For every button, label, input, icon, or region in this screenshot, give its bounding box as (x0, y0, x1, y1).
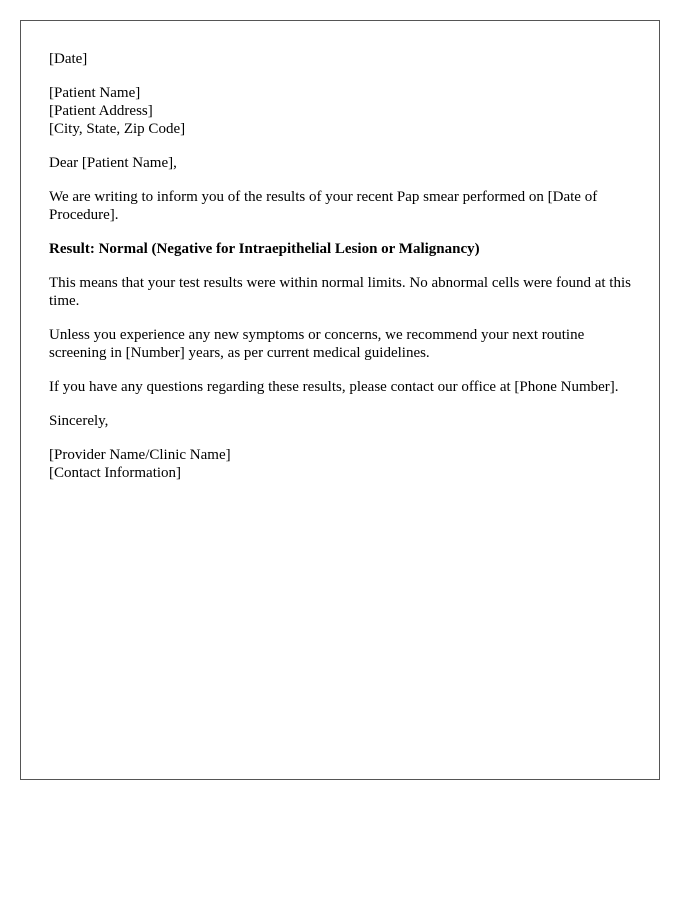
recipient-city-state-zip: [City, State, Zip Code] (49, 121, 186, 137)
letter-page (20, 20, 660, 780)
signature-block (49, 446, 631, 482)
meaning-paragraph: This means that your test results were within normal limits. No abnormal cells were found at this time. (49, 275, 631, 309)
contact-paragraph: If you have any questions regarding these results, please contact our office at [Phone Number]. (49, 379, 619, 395)
result-heading: Result: Normal (Negative for Intraepithelial Lesion or Malignancy) (49, 241, 480, 257)
recommendation-paragraph: Unless you experience any new symptoms or concerns, we recommend your next routine screening in [Number] years, as per current medical guidelines. (49, 327, 585, 361)
recipient-address-block (49, 84, 631, 138)
signature-provider: [Provider Name/Clinic Name] (49, 447, 231, 463)
letter-date: [Date] (49, 51, 88, 67)
salutation: Dear [Patient Name], (49, 155, 177, 171)
recipient-address: [Patient Address] (49, 103, 153, 119)
recipient-name: [Patient Name] (49, 85, 141, 101)
intro-paragraph: We are writing to inform you of the results of your recent Pap smear performed on [Date of Procedure]. (49, 189, 598, 223)
closing: Sincerely, (49, 413, 109, 429)
signature-contact: [Contact Information] (49, 465, 182, 481)
